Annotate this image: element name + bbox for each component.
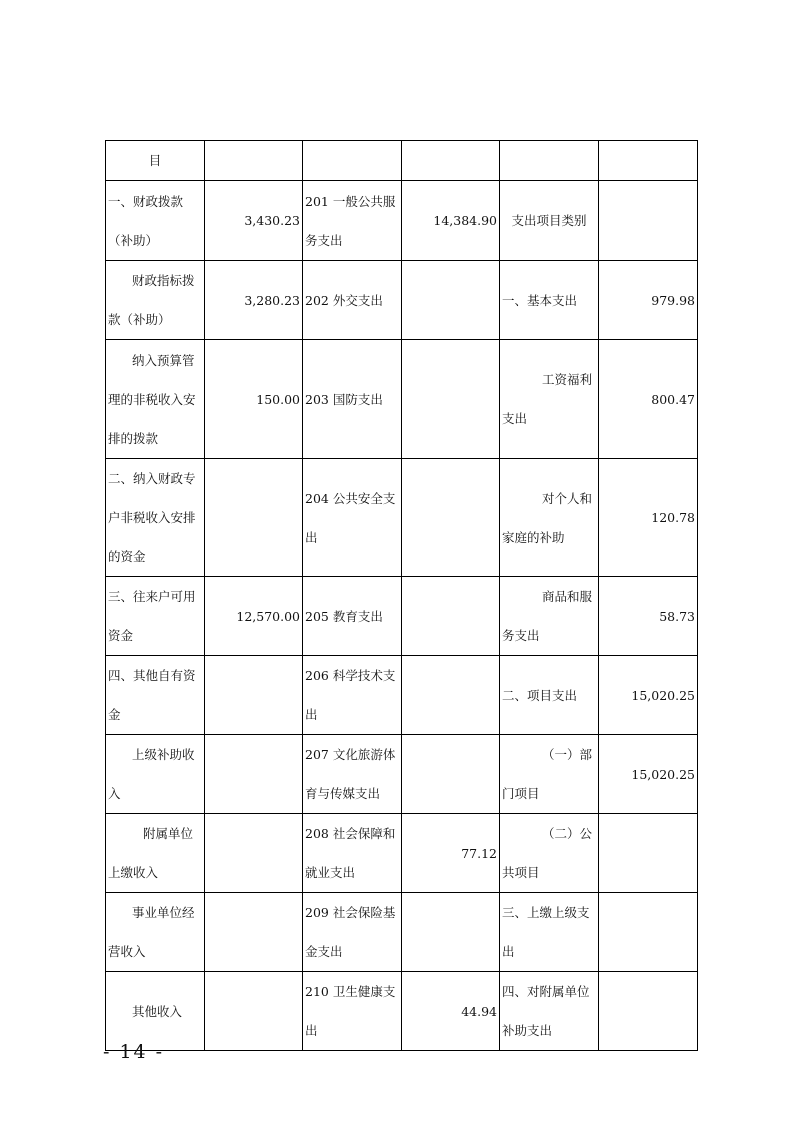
table-row [106, 577, 698, 656]
income-item-cell: 事业单位经营收入 [106, 893, 205, 972]
income-amount-cell: 3,430.23 [205, 181, 303, 261]
income-amount-cell [205, 972, 303, 1051]
expense-function-amount-cell: 14,384.90 [402, 181, 500, 261]
expense-function-amount-cell [402, 261, 500, 340]
expense-category-amount-cell: 58.73 [599, 577, 698, 656]
expense-category-amount-cell [599, 814, 698, 893]
table-row [106, 814, 698, 893]
expense-function-amount-cell [402, 893, 500, 972]
income-amount-cell [205, 893, 303, 972]
income-item-cell: 纳入预算管理的非税收入安排的拨款 [106, 340, 205, 459]
table-row [106, 893, 698, 972]
page-number: - 14 - [103, 1041, 165, 1063]
expense-category-cell: （二）公共项目 [500, 814, 599, 893]
income-item-cell: 其他收入 [106, 972, 205, 1051]
table-row [106, 141, 698, 181]
income-amount-cell: 150.00 [205, 340, 303, 459]
expense-function-cell: 205 教育支出 [303, 577, 402, 656]
income-amount-cell: 12,570.00 [205, 577, 303, 656]
income-item-cell: 一、财政拨款（补助） [106, 181, 205, 261]
income-item-cell: 目 [106, 141, 205, 181]
income-amount-cell [205, 141, 303, 181]
expense-function-cell: 209 社会保险基金支出 [303, 893, 402, 972]
table-row [106, 972, 698, 1051]
expense-function-cell [303, 141, 402, 181]
income-item-cell: 四、其他自有资金 [106, 656, 205, 735]
table-row [106, 735, 698, 814]
expense-category-cell: 工资福利支出 [500, 340, 599, 459]
expense-function-cell: 202 外交支出 [303, 261, 402, 340]
expense-category-cell [500, 141, 599, 181]
expense-category-cell: （一）部门项目 [500, 735, 599, 814]
income-amount-cell [205, 814, 303, 893]
expense-function-amount-cell [402, 656, 500, 735]
expense-category-cell: 二、项目支出 [500, 656, 599, 735]
expense-function-amount-cell [402, 340, 500, 459]
income-item-cell: 财政指标拨款（补助） [106, 261, 205, 340]
table-row [106, 181, 698, 261]
expense-function-cell: 204 公共安全支出 [303, 459, 402, 577]
expense-category-cell: 商品和服务支出 [500, 577, 599, 656]
expense-function-cell: 203 国防支出 [303, 340, 402, 459]
expense-category-amount-cell [599, 972, 698, 1051]
table-row [106, 261, 698, 340]
expense-function-amount-cell [402, 459, 500, 577]
expense-function-cell: 207 文化旅游体育与传媒支出 [303, 735, 402, 814]
table-row [106, 459, 698, 577]
table-row [106, 656, 698, 735]
expense-function-cell: 201 一般公共服务支出 [303, 181, 402, 261]
expense-category-amount-cell [599, 893, 698, 972]
income-item-cell: 上级补助收入 [106, 735, 205, 814]
expense-category-amount-cell [599, 141, 698, 181]
expense-function-cell: 208 社会保障和就业支出 [303, 814, 402, 893]
expense-function-amount-cell: 44.94 [402, 972, 500, 1051]
expense-function-amount-cell: 77.12 [402, 814, 500, 893]
income-amount-cell: 3,280.23 [205, 261, 303, 340]
expense-function-amount-cell [402, 141, 500, 181]
income-amount-cell [205, 459, 303, 577]
income-item-cell: 附属单位上缴收入 [106, 814, 205, 893]
expense-function-amount-cell [402, 577, 500, 656]
expense-category-amount-cell [599, 181, 698, 261]
expense-category-cell: 支出项目类别 [500, 181, 599, 261]
budget-table [105, 140, 698, 1051]
expense-function-cell: 206 科学技术支出 [303, 656, 402, 735]
expense-function-amount-cell [402, 735, 500, 814]
expense-category-amount-cell: 800.47 [599, 340, 698, 459]
expense-category-cell: 一、基本支出 [500, 261, 599, 340]
expense-category-amount-cell: 120.78 [599, 459, 698, 577]
expense-category-amount-cell: 15,020.25 [599, 735, 698, 814]
income-amount-cell [205, 656, 303, 735]
table-row [106, 340, 698, 459]
expense-category-cell: 对个人和家庭的补助 [500, 459, 599, 577]
expense-function-cell: 210 卫生健康支出 [303, 972, 402, 1051]
expense-category-amount-cell: 15,020.25 [599, 656, 698, 735]
income-item-cell: 二、纳入财政专户非税收入安排的资金 [106, 459, 205, 577]
expense-category-cell: 四、对附属单位补助支出 [500, 972, 599, 1051]
income-amount-cell [205, 735, 303, 814]
income-item-cell: 三、往来户可用资金 [106, 577, 205, 656]
expense-category-amount-cell: 979.98 [599, 261, 698, 340]
expense-category-cell: 三、上缴上级支出 [500, 893, 599, 972]
